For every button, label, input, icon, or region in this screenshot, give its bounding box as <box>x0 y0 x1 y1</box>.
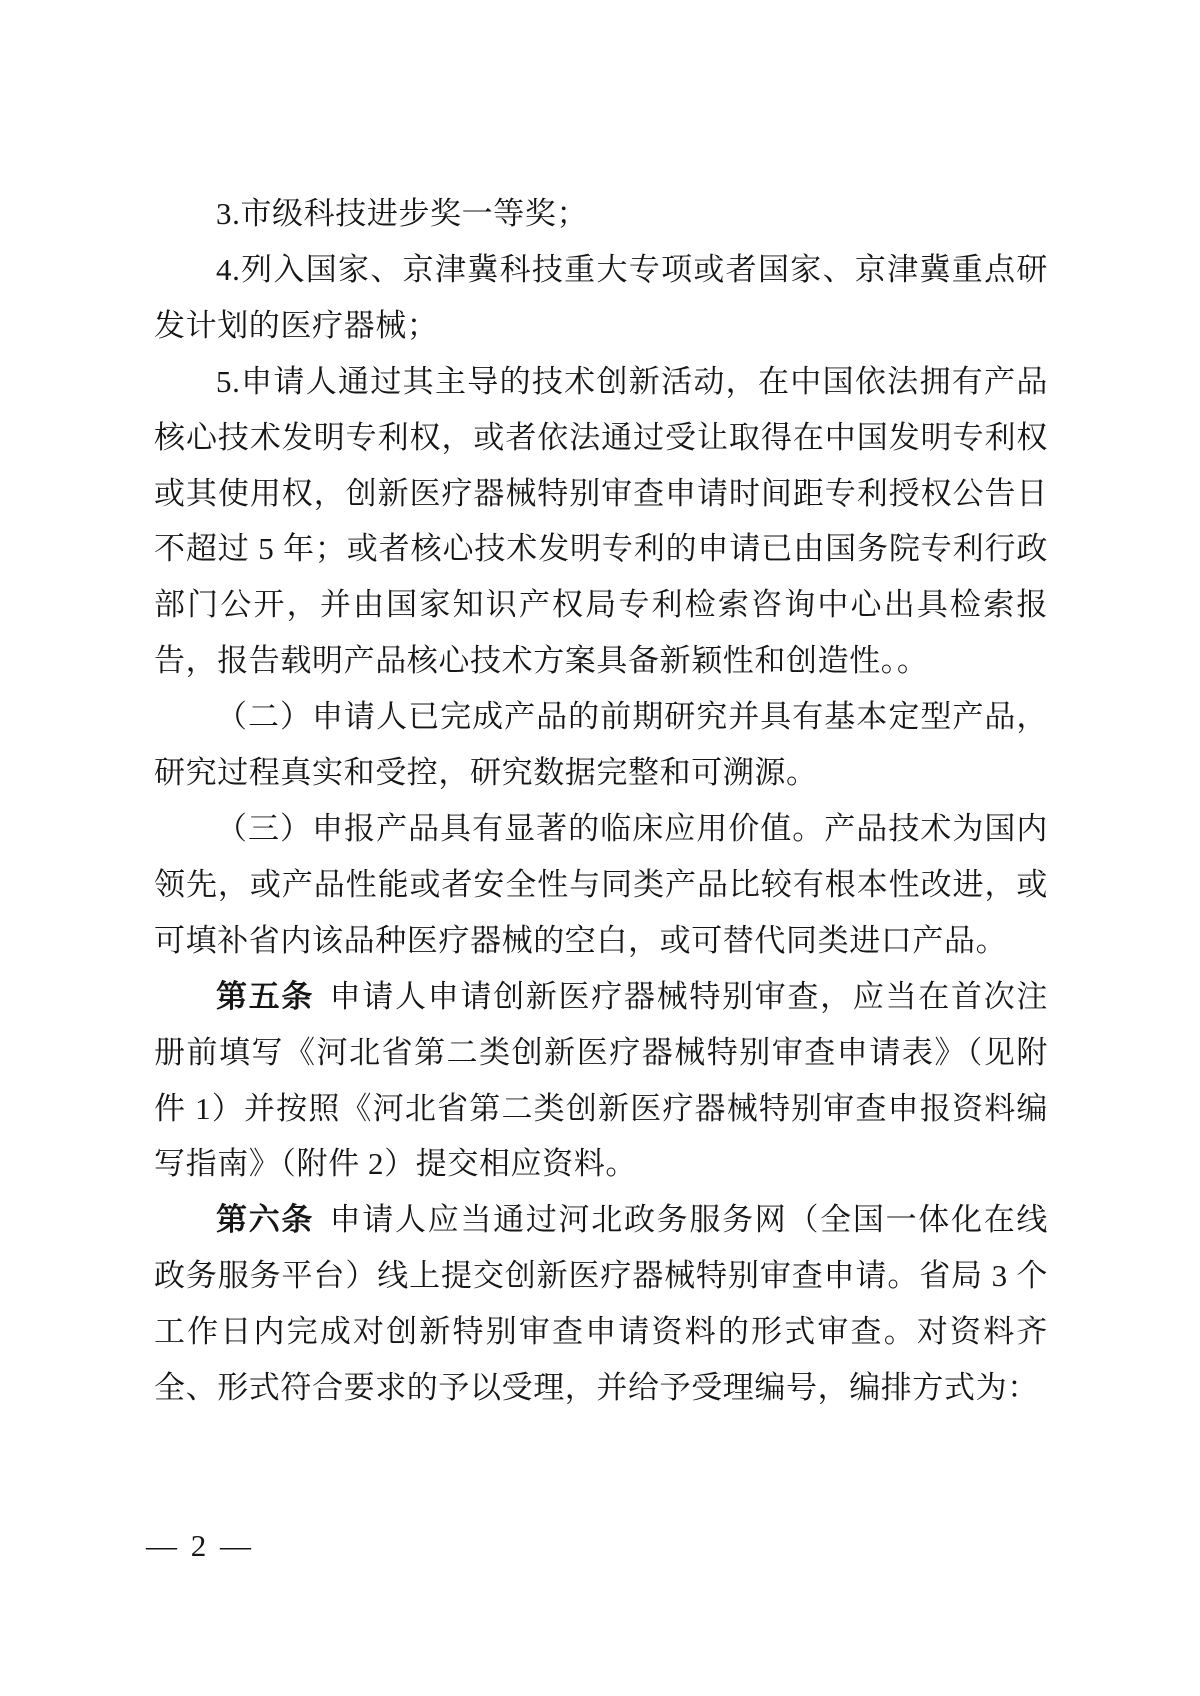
paragraph: 第五条 申请人申请创新医疗器械特别审查，应当在首次注册前填写《河北省第二类创新医疗器械特别审查申请表》（见附件 1）并按照《河北省第二类创新医疗器械特别审查申报资料编写指南》（附件 2）提交相应资料。 <box>154 978 1048 1182</box>
paragraph: 5.申请人通过其主导的技术创新活动，在中国依法拥有产品核心技术发明专利权，或者依法通过受让取得在中国发明专利权或其使用权，创新医疗器械特别审查申请时间距专利授权公告日不超过 5 年；或者核心技术发明专利的申请已由国务院专利行政部门公开，并由国家知识产权局专利检索咨询中心出具检索报告，报告载明产品核心技术方案具备新颖性和创造性。。 <box>154 363 1048 679</box>
paragraph: （二）申请人已完成产品的前期研究并具有基本定型产品，研究过程真实和受控，研究数据完整和可溯源。 <box>154 699 1048 791</box>
page-number: — 2 — <box>146 1528 254 1563</box>
document-body <box>154 186 1048 1416</box>
article-number: 第五条 <box>216 978 315 1014</box>
paragraph: 3.市级科技进步奖一等奖； <box>216 196 589 231</box>
paragraph: 4.列入国家、京津冀科技重大专项或者国家、京津冀重点研发计划的医疗器械； <box>154 251 1048 343</box>
article-number: 第六条 <box>216 1202 315 1238</box>
paragraph: （三）申报产品具有显著的临床应用价值。产品技术为国内领先，或产品性能或者安全性与同类产品比较有根本性改进，或可填补省内该品种医疗器械的空白，或可替代同类进口产品。 <box>154 810 1048 958</box>
paragraph: 第六条 申请人应当通过河北政务服务网（全国一体化在线政务服务平台）线上提交创新医疗器械特别审查申请。省局 3 个工作日内完成对创新特别审查申请资料的形式审查。对资料齐全、形式符合要求的予以受理，并给予受理编号，编排方式为： <box>154 1202 1048 1406</box>
